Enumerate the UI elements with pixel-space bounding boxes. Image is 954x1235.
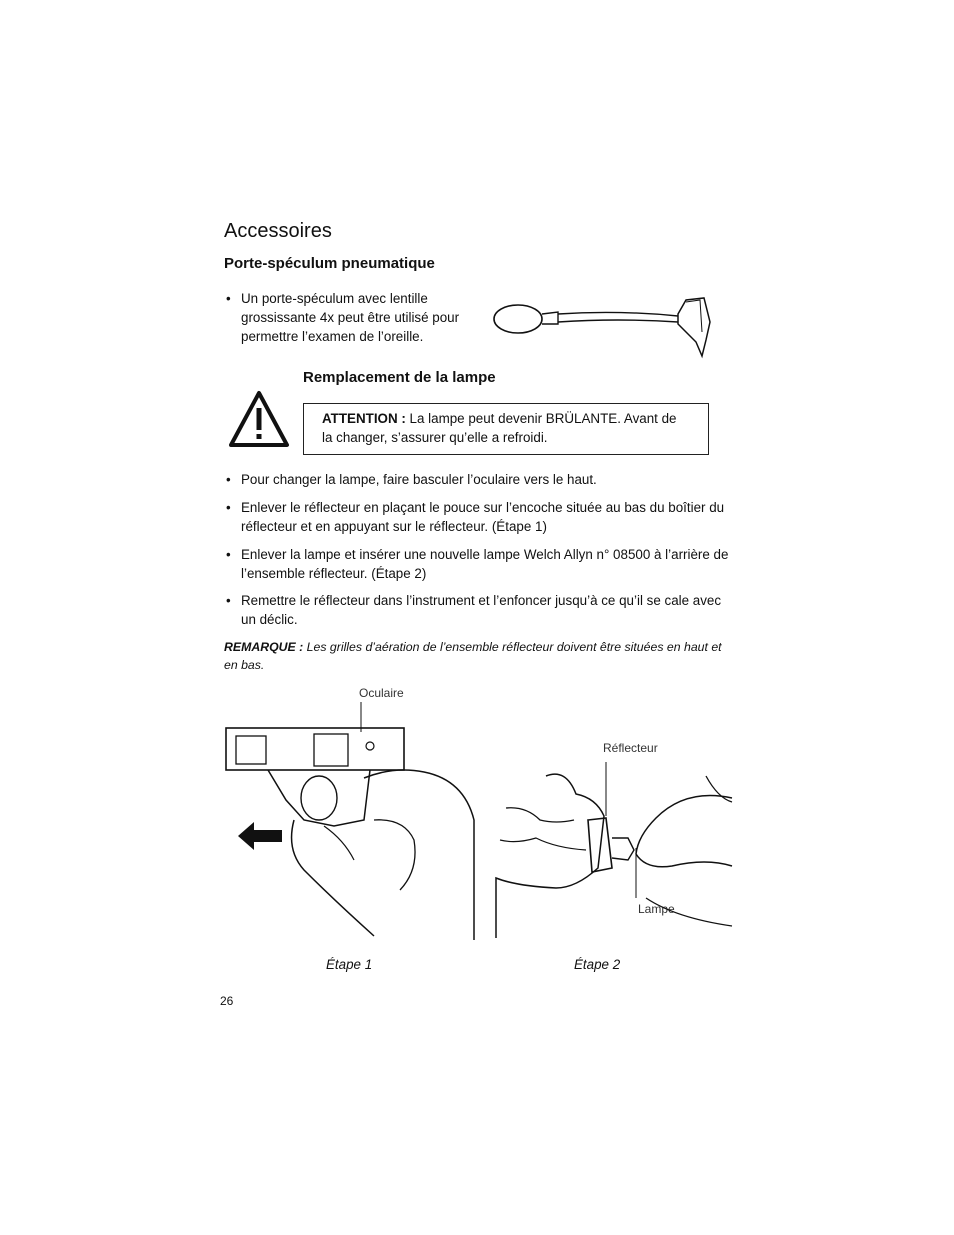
reflector-label: Réflecteur — [603, 741, 658, 755]
pneumatic-speculum-illustration — [488, 292, 718, 362]
list-item — [226, 289, 471, 346]
warning-box — [303, 403, 709, 455]
note-text: Les grilles d’aération de l’ensemble réflecteur doivent être situées en haut et en bas. — [224, 640, 722, 672]
list-item — [226, 470, 731, 489]
step-text: Remettre le réflecteur dans l’instrument et l’enfoncer jusqu’à ce qu’il se cale avec un déclic. — [241, 593, 722, 627]
step1-caption: Étape 1 — [326, 957, 373, 972]
lamp-label: Lampe — [638, 902, 675, 916]
pneumatic-bullet-text: Un porte-spéculum avec lentille grossissante 4x peut être utilisé pour permettre l’examen de l’oreille. — [241, 291, 460, 344]
bullet-icon: • — [226, 472, 231, 487]
step-text: Pour changer la lampe, faire basculer l’oculaire vers le haut. — [241, 472, 597, 487]
step-text: Enlever le réflecteur en plaçant le pouce sur l’encoche située au bas du boîtier du réflecteur et en appuyant sur le réflecteur. (Étape 1) — [241, 500, 725, 534]
page-number: 26 — [220, 994, 234, 1008]
eyepiece-label: Oculaire — [359, 686, 404, 700]
step2-caption: Étape 2 — [574, 957, 621, 972]
pneumatic-heading: Porte-spéculum pneumatique — [224, 255, 435, 272]
list-item — [226, 591, 731, 629]
lamp-heading: Remplacement de la lampe — [303, 369, 496, 386]
list-item — [226, 545, 731, 583]
step-text: Enlever la lampe et insérer une nouvelle lampe Welch Allyn n° 08500 à l’arrière de l’ensemble réflecteur. (Étape 2) — [241, 547, 729, 581]
warning-icon — [228, 390, 290, 448]
bullet-icon: • — [226, 291, 231, 306]
section-title: Accessoires — [224, 220, 332, 242]
step2-illustration — [496, 758, 732, 938]
step1-illustration — [224, 700, 474, 940]
note — [224, 638, 734, 674]
note-label: REMARQUE : — [224, 640, 304, 654]
warning-label: ATTENTION : — [322, 411, 406, 426]
bullet-icon: • — [226, 500, 231, 515]
list-item — [226, 498, 731, 536]
bullet-icon: • — [226, 593, 231, 608]
bullet-icon: • — [226, 547, 231, 562]
warning-text: La lampe peut devenir BRÜLANTE. Avant de la changer, s’assurer qu’elle a refroidi. — [322, 411, 677, 445]
